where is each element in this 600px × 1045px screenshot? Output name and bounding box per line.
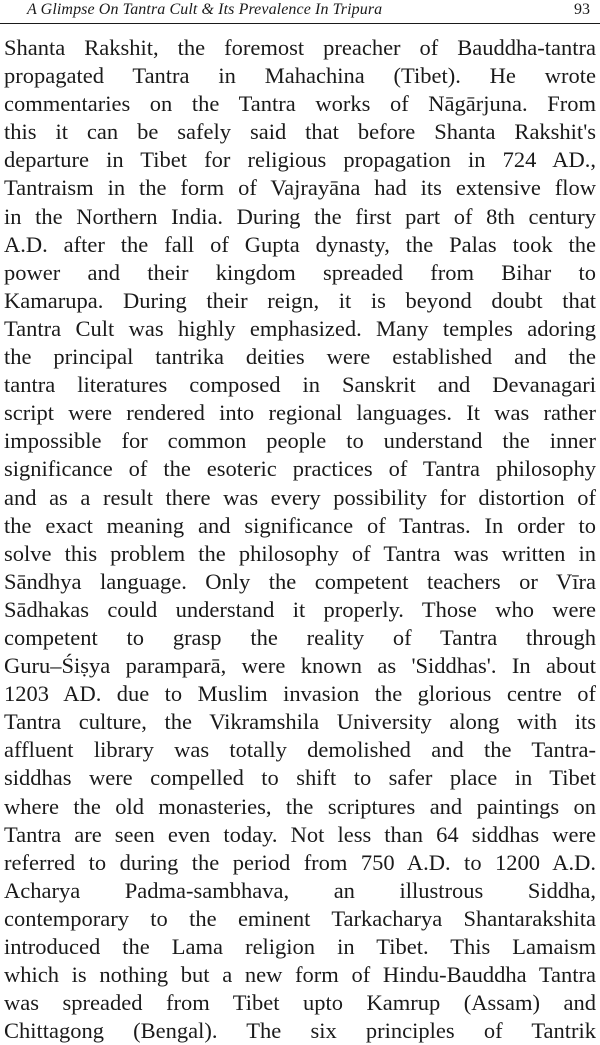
text-line: tantra literatures composed in Sanskrit and Devanagari xyxy=(4,372,596,398)
text-line: referred to during the period from 750 A.D. to 1200 A.D. xyxy=(4,849,596,875)
text-line: contemporary to the eminent Tarkacharya Shantarakshita xyxy=(4,905,596,931)
text-line: where the old monasteries, the scriptures and paintings on xyxy=(4,793,596,819)
text-line: the principal tantrika deities were established and the xyxy=(4,344,596,370)
text-line: Chittagong (Bengal). The six principles of Tantrik xyxy=(4,1018,596,1044)
text-line: in the Northern India. During the first part of 8th century xyxy=(4,203,596,229)
text-line: significance of the esoteric practices of Tantra philosophy xyxy=(4,456,596,482)
text-line: power and their kingdom spreaded from Bihar to xyxy=(4,259,596,285)
text-line: 1203 AD. due to Muslim invasion the glorious centre of xyxy=(4,681,596,707)
text-line: the exact meaning and significance of Tantras. In order to xyxy=(4,512,596,538)
text-line: impossible for common people to understand the inner xyxy=(4,428,596,454)
text-line: propagated Tantra in Mahachina (Tibet). He wrote xyxy=(4,63,596,89)
text-line: Tantra Cult was highly emphasized. Many temples adoring xyxy=(4,315,596,341)
header-rule xyxy=(0,23,600,24)
text-line: Tantraism in the form of Vajrayāna had its extensive flow xyxy=(4,175,596,201)
text-line: departure in Tibet for religious propagation in 724 AD., xyxy=(4,147,596,173)
text-line: commentaries on the Tantra works of Nāgārjuna. From xyxy=(4,91,596,117)
text-line: Sāndhya language. Only the competent teachers or Vīra xyxy=(4,568,596,594)
text-line: A.D. after the fall of Gupta dynasty, the Palas took the xyxy=(4,231,596,257)
text-line: Shanta Rakshit, the foremost preacher of Bauddha-tantra xyxy=(4,35,596,60)
text-line: Kamarupa. During their reign, it is beyond doubt that xyxy=(4,287,596,313)
body-paragraph xyxy=(4,34,596,1045)
running-title: A Glimpse On Tantra Cult & Its Prevalence In Tripura xyxy=(27,1,383,18)
text-line: Sādhakas could understand it properly. Those who were xyxy=(4,596,596,622)
text-line: was spreaded from Tibet upto Kamrup (Assam) and xyxy=(4,990,596,1016)
running-head xyxy=(0,0,600,22)
text-line: Tantra are seen even today. Not less than 64 siddhas were xyxy=(4,821,596,847)
text-line: which is nothing but a new form of Hindu-Bauddha Tantra xyxy=(4,962,596,988)
text-line: affluent library was totally demolished and the Tantra- xyxy=(4,737,596,763)
text-line: Guru–Śiṣya paramparā, were known as 'Siddhas'. In about xyxy=(4,653,596,679)
text-line: script were rendered into regional languages. It was rather xyxy=(4,400,596,426)
text-line: Tantra culture, the Vikramshila University along with its xyxy=(4,709,596,735)
text-line: solve this problem the philosophy of Tantra was written in xyxy=(4,540,596,566)
text-line: introduced the Lama religion in Tibet. This Lamaism xyxy=(4,934,596,959)
page-number: 93 xyxy=(574,1,590,18)
text-line: siddhas were compelled to shift to safer place in Tibet xyxy=(4,765,596,791)
text-line: this it can be safely said that before Shanta Rakshit's xyxy=(4,119,596,145)
text-line: and as a result there was every possibility for distortion of xyxy=(4,484,596,510)
text-line: competent to grasp the reality of Tantra through xyxy=(4,624,596,650)
text-line: Acharya Padma-sambhava, an illustrous Siddha, xyxy=(4,877,596,903)
